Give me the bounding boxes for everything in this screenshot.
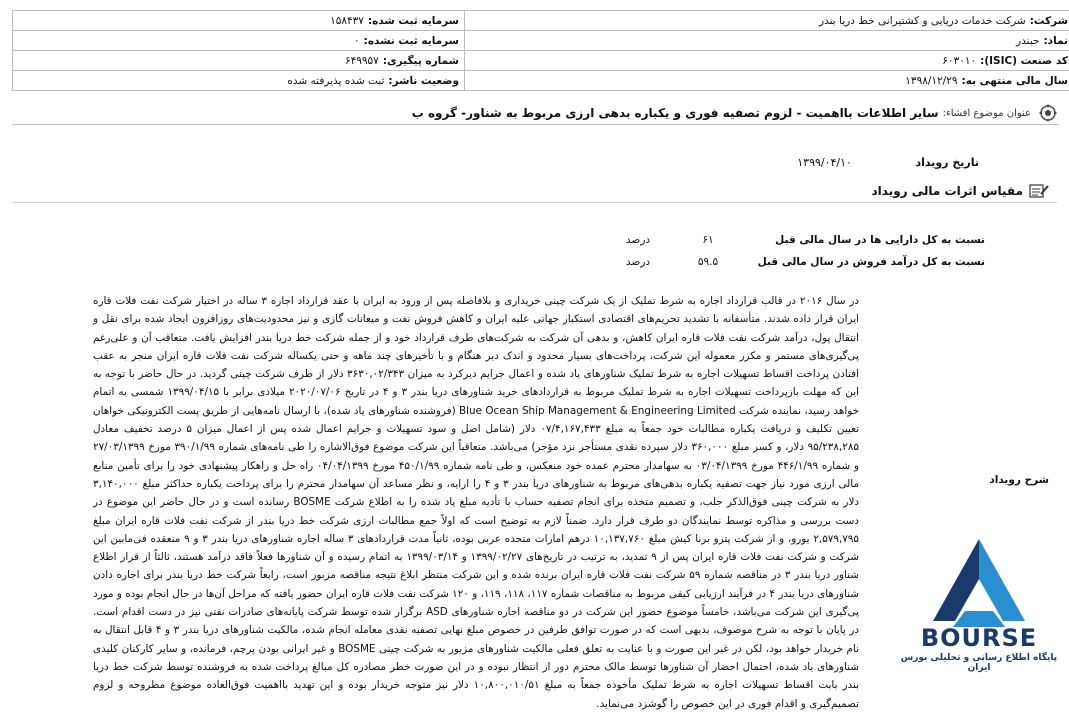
info-cell bbox=[465, 11, 1069, 31]
description-label: شرح رویداد bbox=[989, 474, 1049, 486]
info-value: ۶۰۳۰۱۰ bbox=[942, 55, 976, 67]
info-label: شرکت: bbox=[1030, 15, 1068, 27]
info-cell bbox=[465, 71, 1069, 91]
metric-value: ۶۱ bbox=[663, 234, 753, 246]
subject-label: عنوان موضوع افشاء: bbox=[943, 108, 1031, 119]
metric-revenue bbox=[613, 256, 985, 268]
company-info-table bbox=[12, 10, 1069, 91]
info-label: سال مالی منتهی به: bbox=[962, 75, 1069, 87]
info-label: وضعیت ناشر: bbox=[388, 75, 459, 87]
info-cell bbox=[465, 31, 1069, 51]
edit-note-icon bbox=[1029, 183, 1049, 199]
logo-subtitle: پایگاه اطلاع رسانی و تحلیلی بورس ایران bbox=[893, 653, 1065, 673]
section-title bbox=[872, 183, 1049, 199]
event-date-label: تاریخ رویداد bbox=[915, 156, 979, 169]
metric-value: ۵۹.۵ bbox=[663, 256, 753, 268]
info-value: ۱۵۸۴۳۷ bbox=[330, 15, 364, 27]
info-label: شماره پیگیری: bbox=[383, 55, 459, 67]
info-value: حبندر bbox=[1016, 35, 1039, 47]
info-label: سرمایه ثبت نشده: bbox=[364, 35, 459, 47]
metric-label: نسبت به کل دارایی ها در سال مالی قبل bbox=[753, 234, 985, 246]
info-label: سرمایه ثبت شده: bbox=[368, 15, 459, 27]
event-date-value: ۱۳۹۹/۰۴/۱۰ bbox=[797, 156, 852, 169]
info-cell bbox=[13, 31, 465, 51]
info-cell bbox=[13, 11, 465, 31]
info-cell bbox=[13, 71, 465, 91]
info-label: کد صنعت (ISIC): bbox=[980, 55, 1068, 67]
metric-unit: درصد bbox=[613, 234, 663, 246]
info-row bbox=[13, 11, 1069, 31]
info-row bbox=[13, 71, 1069, 91]
gear-icon[interactable] bbox=[1037, 102, 1059, 124]
event-description: در سال ۲۰۱۶ در قالب قرارداد اجاره به شرط تملیک از یک شرکت چینی خریداری و بلافاصله پس از ورود به ایران با عقد قرارداد اجاره ۳ ساله در اختیار شرکت نفت فلات قاره ایران قرار داده شدند. متأسفانه با تشدید تحریم‌های اقتصادی استکبار جهانی علیه ایران و کاهش فروش نفت و میعانات گازی و نیز محدودیت‌های روزافزون ایجاد شده برای نقل و انتقال پول، درآمد شرکت نفت فلات قاره ایران کاهش، و بدهی آن شرکت به شرکت‌های طرف قرارداد خود و از جمله شرکت خط دریا بندر افزایش یافت. متعاقب آن و علی‌رغم پی‌گیری‌های مستمر و مکرر معموله این شرکت، پرداخت‌های بسیار محدود و اندک دیر هنگام و با تأخیرهای چند ماهه و حتی یکساله شرکت نفت فلات قاره ایران منجر به عقب افتادن پرداخت اقساط تسهیلات اجاره به شرط تملیک شناورهای یاد شده و اعمال جرایم دیرکرد به میزان ۳۶۳۰,۰۲/۳۴۳ دلار از طرف شرکت چینی گردید. در حال حاضر با توجه به این که مهلت بازپرداخت تسهیلات اجاره به شرط تملیک مربوط به قراردادهای خرید شناورهای دریا بندر ۳ و ۴ در تاریخ ۲۰۲۰/۰۷/۰۶ میلادی برابر با ۱۳۹۹/۰۴/۱۵ شمسی به اتمام خواهد رسید، نماینده شرکت Blue Ocean Ship Management & Engineering Limited (فروشنده شناورهای یاد شده)، با ارسال نامه‌هایی از طریق پست الکترونیکی خواهان تعیین تکلیف و دریافت یکباره مطالبات خود جمعاً به مبلغ ۰۷/۴,۱۶۷,۴۳۳ دلار (شامل اصل و سود تسهیلات و جرایم اعمال شده پس از اعمال میزان ۵ درصد تخفیف معادل ۹۵/۲۳۸,۲۸۵ دلار، و کسر مبلغ ۳۶۰,۰۰۰ دلار سپرده نقدی مستأجر نزد مؤجر) می‌باشد. متعاقباً این شرکت موضوع فوق‌الاشاره را طی نامه‌های شماره ۳۹۰/۱/۹۹ مورخ ۲۷/۰۳/۱۳۹۹ و شماره ۴۴۶/۱/۹۹ مورخ ۰۳/۰۴/۱۳۹۹ به سهامدار محترم عمده خود منعکس، و طی نامه شماره ۴۵۰/۱/۹۹ مورخ ۰۴/۰۴/۱۳۹۹ راه حل و راهکار پیشنهادی خود را برای تأمین منابع مالی ارزی مورد نیاز جهت تصفیه یکباره بدهی‌های مربوط به شناورهای دریا بندر ۳ و ۴ را ارایه، و نظر مساعد آن سهامدار محترم را برای پرداخت یکباره حداکثر مبلغ ۳,۱۴۰,۰۰۰ دلار به شرکت چینی فوق‌الذکر جلب، و تصمیم متخذه برای انجام تصفیه حساب با تأدیه مبلغ یاد شده را به اطلاع شرکت BOSME رسانده است و در حال حاضر این موضوع در دست بررسی و مذاکره توسط نمایندگان دو طرف قرار دارد. ضمناً لازم به توضیح است که اولاً جمع مطالبات ارزی شرکت خط دریا بندر از شرکت نفت فلات قاره ایران مبلغ ۲,۵۷۹,۷۹۵ یورو، و از شرکت پترو برنا کیش مبلغ ۱۰,۱۳۷,۷۶۰ درهم امارات متحده عربی بوده، ثانیاً مدت قراردادهای ۳ ساله اجاره شناورهای دریا بندر ۳ و ۹ منعقده فی‌مابین این شرکت و شرکت نفت فلات قاره ایران پس از ۹ تمدید، به ترتیب در تاریخ‌های ۱۳۹۹/۰۲/۲۷ و ۱۳۹۹/۰۳/۱۴ به اتمام رسیده و آن شناورها فعلاً فاقد درآمد هستند، ثالثاً از قرار اطلاع شناور دریا بندر ۳ در مناقصه شماره ۵۹ شرکت نفت فلات قاره ایران برنده شده و این شرکت منتظر ابلاغ نتیجه مناقصه مزبور است، رابعاً شرکت خط دریا بندر برای اجاره دادن شناورهای دریا بندر ۴ در فرآیند ارزیابی کیفی مربوط به مناقصات شماره ۱۱۷، ۱۱۸، ۱۱۹، و ۱۲۰ شرکت نفت فلات قاره ایران حضور یافته که مراحل آن‌ها در حال انجام بوده و مورد پی‌گیری این شرکت می‌باشد، خامساً موضوع حضور این شرکت در دو مناقصه اجاره شناورهای ASD برگزار شده توسط شرکت پایانه‌های صادرات نفتی نیز در دست اقدام است. در پایان با توجه به شرح موصوف، بدیهی است که در صورت توافق طرفین در خصوص مبلغ نهایی تصفیه نقدی معامله انجام شده، مالکیت شناورهای دریا بندر ۳ و ۴ قابل انتقال به نام خریدار خواهد بود، لکن در غیر این صورت و با عنایت به تعلق فعلی مالکیت شناورهای مزبور به شرکت چینی BOSME و غیر ایرانی بودن پرچم، فرمانده، و سایر کارکنان کلیدی شناورهای یاد شده، احتمال احضار آن شناورها توسط مالک محترم دور از انتظار نبوده و در این صورت خطر مصادره کل مبالغ پرداخت شده به فروشنده توسط شرکت خط دریا بندر بابت اقساط تسهیلات اجاره به شرط تملیک مأخوذه جمعاً به مبلغ ۱۰,۸۰۰,۰۱۰/۵۱ دلار نیز متوجه خریدار بوده و این تهدید بااهمیت فوق‌العاده موضوع مطروحه و لزوم تصمیم‌گیری و اقدام فوری در این خصوص را گوشزد می‌نماید. bbox=[93, 292, 859, 713]
info-value: ۱۳۹۸/۱۲/۲۹ bbox=[905, 75, 957, 87]
info-label: نماد: bbox=[1043, 35, 1068, 47]
info-value: ثبت شده پذیرفته شده bbox=[287, 75, 384, 87]
logo-wordmark: BOURSE bbox=[893, 624, 1065, 652]
info-value: شرکت خدمات دریایی و کشتیرانی خط دریا بندر bbox=[819, 15, 1026, 27]
subject-bar bbox=[12, 102, 1059, 125]
section-title-text: مقیاس اثرات مالی رویداد bbox=[872, 184, 1023, 198]
metric-unit: درصد bbox=[613, 256, 663, 268]
info-value: ۰ bbox=[354, 35, 360, 47]
info-row bbox=[13, 51, 1069, 71]
subject-title: سایر اطلاعات بااهمیت - لزوم تصفیه فوری و یکباره بدهی ارزی مربوط به شناور- گروه ب bbox=[412, 106, 939, 120]
section-divider bbox=[12, 202, 1057, 203]
metric-assets bbox=[613, 234, 985, 246]
info-row bbox=[13, 31, 1069, 51]
info-cell bbox=[465, 51, 1069, 71]
info-cell bbox=[13, 51, 465, 71]
metric-label: نسبت به کل درآمد فروش در سال مالی قبل bbox=[753, 256, 985, 268]
event-date-row bbox=[797, 156, 979, 169]
info-value: ۶۴۹۹۵۷ bbox=[345, 55, 379, 67]
